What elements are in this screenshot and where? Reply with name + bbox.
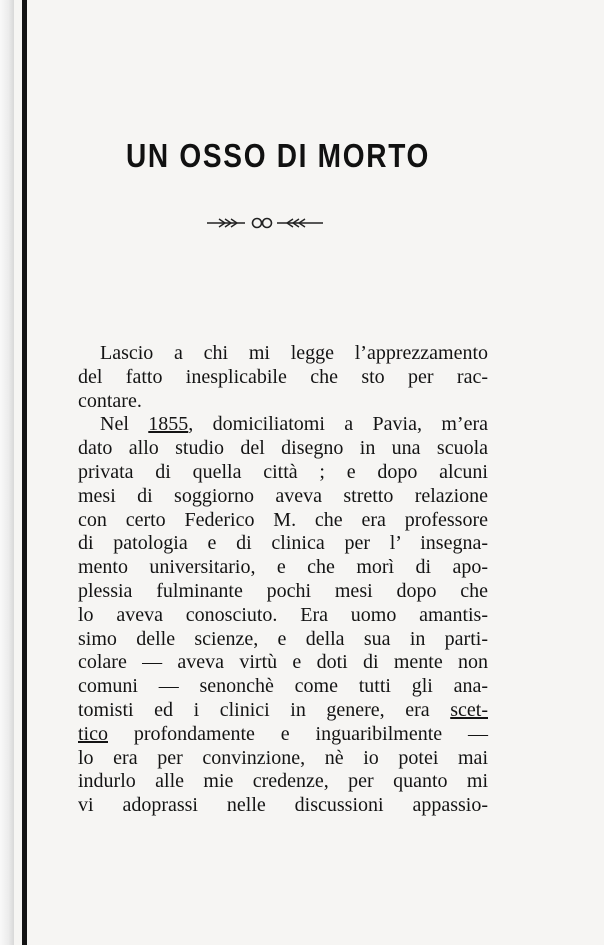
- text-line: dato allo studio del disegno in una scuola: [78, 437, 488, 460]
- text-line: del fatto inesplicabile che sto per rac-: [78, 365, 488, 388]
- text-line: mesi di soggiorno aveva stretto relazione: [78, 484, 488, 507]
- text-line: [78, 413, 488, 437]
- text-line: [78, 699, 488, 723]
- underlined-word: 1855: [148, 413, 189, 436]
- text-segment: profondamente e inguaribilmente —: [108, 722, 488, 745]
- text-line: plessia fulminante pochi mesi dopo che: [78, 579, 488, 602]
- text-line: lo aveva conosciuto. Era uomo amantis-: [78, 603, 488, 626]
- text-line: di patologia e di clinica per l’ insegna-: [78, 532, 488, 555]
- text-segment: tomisti ed i clinici in genere, era: [78, 698, 451, 721]
- chapter-title: UN OSSO DI MORTO: [125, 137, 431, 174]
- text-line: mento universitario, e che morì di apo-: [78, 556, 488, 579]
- text-line: lo era per convinzione, nè io potei mai: [78, 746, 488, 769]
- text-line: con certo Federico M. che era professore: [78, 508, 488, 531]
- text-line: colare — aveva virtù e doti di mente non: [78, 651, 488, 674]
- text-line: comuni — senonchè come tutti gli ana-: [78, 675, 488, 698]
- text-line: privata di quella città ; e dopo alcuni: [78, 460, 488, 483]
- text-line: indurlo alle mie credenze, per quanto mi: [78, 770, 488, 793]
- binding-edge: [0, 0, 14, 945]
- spine-line: [22, 0, 27, 945]
- text-line: vi adoprassi nelle discussioni appassio-: [78, 794, 488, 817]
- text-line: contare.: [78, 389, 142, 412]
- underlined-word: scet-: [450, 698, 488, 721]
- underlined-word: tico: [78, 722, 108, 745]
- text-line: [78, 723, 488, 747]
- text-line: Lascio a chi mi legge l’apprezzamento: [100, 342, 488, 364]
- text-segment: , domiciliatomi a Pavia, m’era: [188, 413, 488, 436]
- text-line: simo delle scienze, e della sua in parti-: [78, 627, 488, 650]
- body-text: [78, 342, 488, 818]
- title-ornament: [205, 216, 325, 230]
- text-segment: Nel: [100, 413, 149, 436]
